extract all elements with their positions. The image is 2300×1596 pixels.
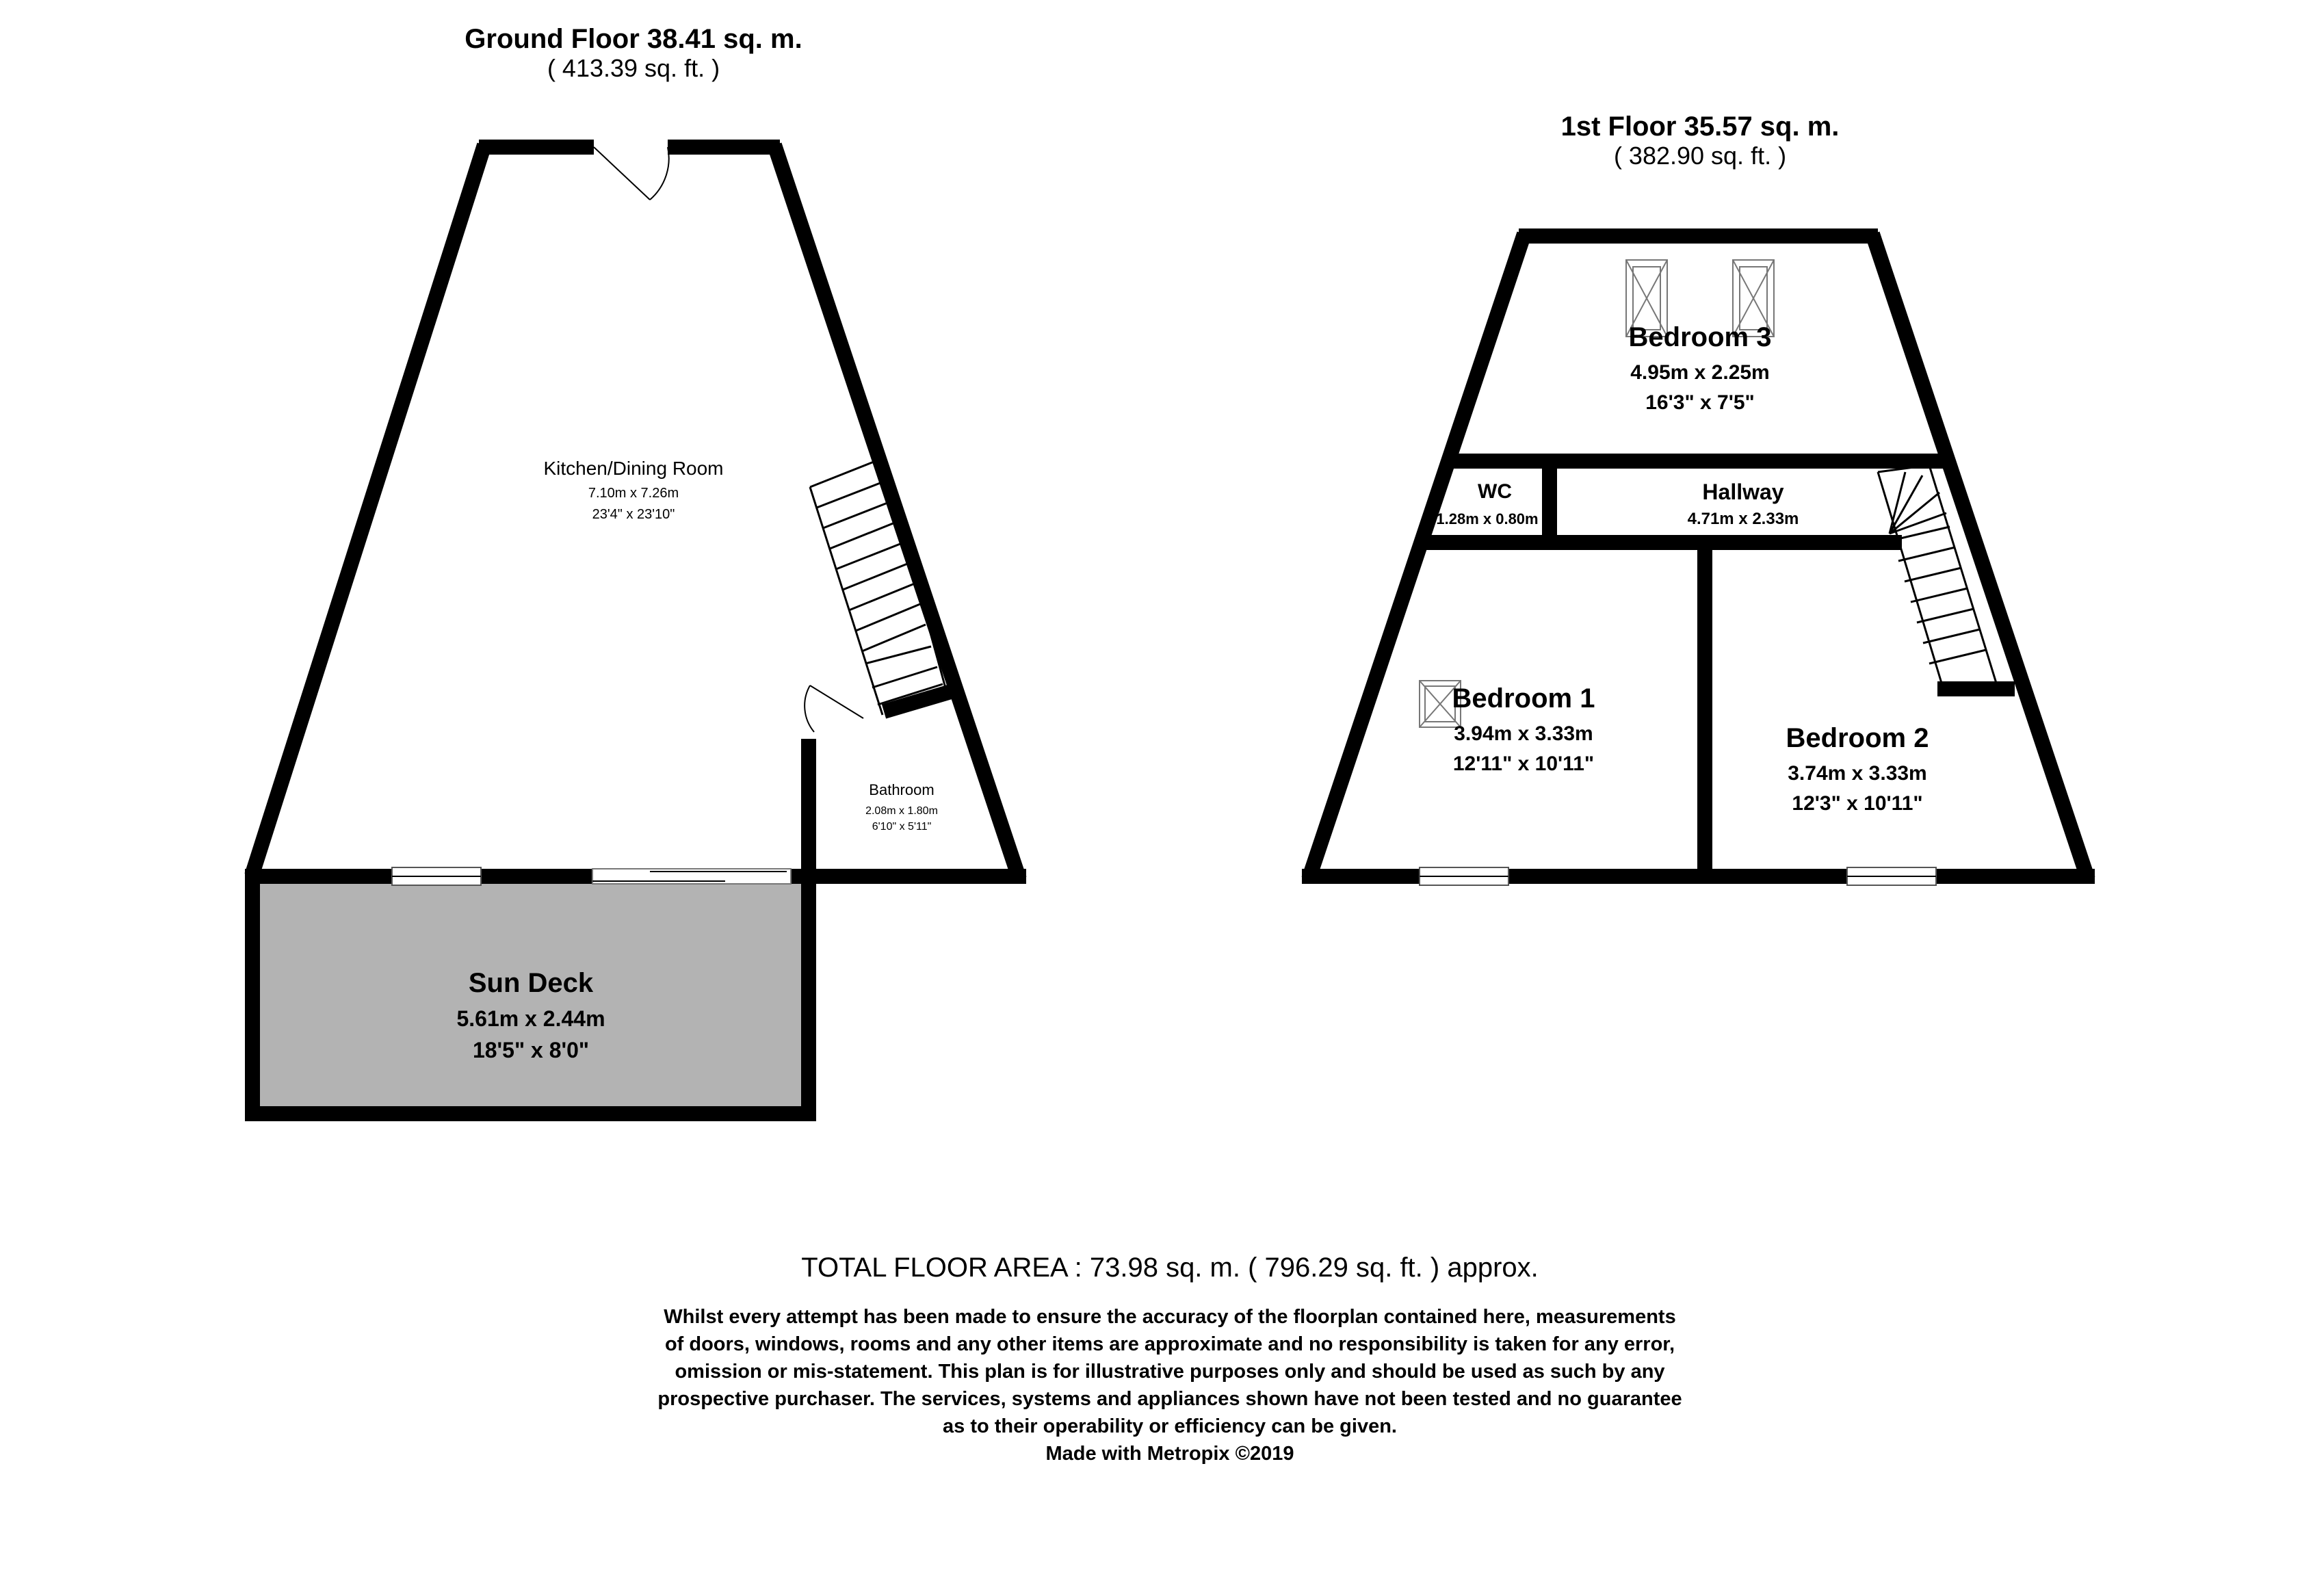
bathroom-name: Bathroom	[869, 781, 935, 798]
kitchen-imperial: 23'4" x 23'10"	[592, 507, 675, 522]
svg-text:Whilst every attempt has been: Whilst every attempt has been made to ensure the accuracy of the floorplan contained here, measurements	[664, 1306, 1676, 1328]
bedroom1-imperial: 12'11" x 10'11"	[1452, 753, 1595, 775]
first-floor-subtitle: ( 382.90 sq. ft. )	[1613, 142, 1787, 170]
ground-floor-title: Ground Floor 38.41 sq. m.	[465, 24, 802, 54]
bedroom2-metric: 3.74m x 3.33m	[1788, 762, 1927, 785]
sun-deck-metric: 5.61m x 2.44m	[456, 1006, 605, 1031]
bedroom1-metric: 3.94m x 3.33m	[1454, 722, 1593, 745]
kitchen-metric: 7.10m x 7.26m	[588, 486, 679, 501]
bedroom2-imperial: 12'3" x 10'11"	[1792, 792, 1923, 815]
disclaimer	[657, 1306, 1682, 1437]
wc-name: WC	[1478, 480, 1512, 503]
sun-deck-name: Sun Deck	[468, 968, 594, 998]
sun-deck-imperial: 18'5" x 8'0"	[472, 1038, 590, 1062]
bathroom-door[interactable]	[805, 685, 863, 732]
hallway-metric: 4.71m x 2.33m	[1687, 510, 1799, 528]
bedroom2-name: Bedroom 2	[1786, 723, 1929, 753]
front-door[interactable]	[594, 147, 669, 200]
wc-metric: 1.28m x 0.80m	[1436, 510, 1539, 527]
ground-floor-subtitle: ( 413.39 sq. ft. )	[547, 54, 720, 82]
kitchen-name: Kitchen/Dining Room	[543, 458, 724, 479]
total-floor-area: TOTAL FLOOR AREA : 73.98 sq. m. ( 796.29 sq. ft. ) approx.	[801, 1253, 1539, 1283]
bedroom3-metric: 4.95m x 2.25m	[1630, 361, 1770, 384]
svg-text:omission or mis-statement. Thi: omission or mis-statement. This plan is for illustrative purposes only and should be used as such by any	[675, 1361, 1665, 1383]
metropix-credit: Made with Metropix ©2019	[1045, 1443, 1294, 1465]
hallway-name: Hallway	[1702, 480, 1784, 504]
first-floor-title: 1st Floor 35.57 sq. m.	[1560, 112, 1840, 142]
svg-text:as to their operability or eff: as to their operability or efficiency can be given.	[943, 1415, 1397, 1437]
bathroom-metric: 2.08m x 1.80m	[865, 805, 938, 817]
svg-text:of doors, windows, rooms and a: of doors, windows, rooms and any other items are approximate and no responsibility is taken for any error,	[664, 1333, 1675, 1355]
bedroom1-name: Bedroom 1	[1452, 683, 1595, 714]
bedroom3-name: Bedroom 3	[1628, 322, 1772, 352]
bathroom-imperial: 6'10" x 5'11"	[872, 821, 932, 833]
bedroom3-imperial: 16'3" x 7'5"	[1645, 391, 1755, 414]
svg-text:prospective purchaser. The ser: prospective purchaser. The services, systems and appliances shown have not been tested and no guarantee	[657, 1388, 1682, 1410]
